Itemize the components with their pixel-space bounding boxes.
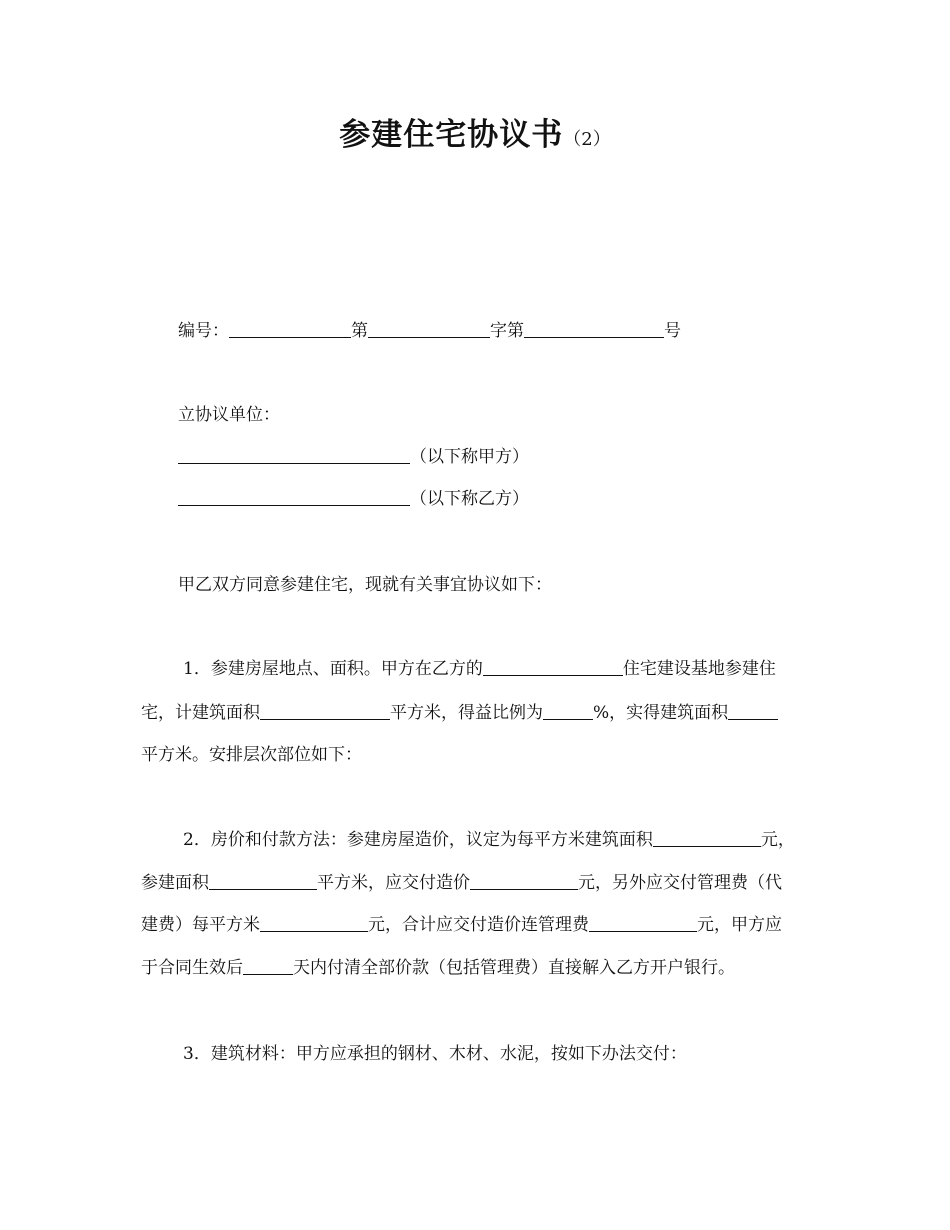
number-blank-2 [368, 321, 490, 338]
clause-1-text-d: 平方米，得益比例为 [390, 703, 543, 723]
parties-heading: 立协议单位： [178, 405, 280, 425]
clause-1-blank-area [260, 703, 390, 720]
number-blank-1 [229, 321, 351, 338]
clause-1-line-2 [141, 701, 778, 725]
clause-1-blank-location [483, 659, 623, 676]
clause-1-text-a: 1．参建房屋地点、面积。甲方在乙方的 [183, 659, 483, 679]
document-title [0, 112, 950, 163]
clause-2-text-a: 2．房价和付款方法：参建房屋造价，议定为每平方米建筑面积 [183, 830, 653, 850]
clause-2-text-b: 元， [760, 830, 795, 850]
clause-2-text-f: 建费）每平方米 [141, 915, 260, 935]
clause-1-blank-actual-area [728, 703, 778, 720]
clause-2-text-g: 元，合计应交付造价连管理费 [368, 915, 589, 935]
clause-2-line-2 [141, 871, 782, 895]
number-part-1: 第 [351, 321, 368, 341]
number-part-2: 字第 [490, 321, 524, 341]
clause-2-blank-days [243, 958, 293, 975]
party-b-blank [178, 489, 410, 506]
clause-1-line-1 [183, 657, 776, 681]
clause-1-text-c: 宅，计建筑面积 [141, 703, 260, 723]
clause-1-text-b: 住宅建设基地参建住 [622, 659, 776, 679]
party-b-suffix: （以下称乙方） [410, 489, 529, 509]
clause-1-text-e: %，实得建筑面积 [593, 703, 729, 723]
clause-2-text-j: 天内付清全部价款（包括管理费）直接解入乙方开户银行。 [293, 958, 735, 978]
clause-2-blank-fee [260, 915, 368, 932]
clause-2-text-d: 平方米，应交付造价 [317, 873, 470, 893]
clause-2-line-1 [183, 828, 795, 852]
party-a-suffix: （以下称甲方） [410, 447, 529, 467]
clause-1-blank-ratio [543, 703, 593, 720]
number-part-3: 号 [664, 321, 681, 341]
title-main: 参建住宅协议书 [339, 117, 564, 153]
party-a-blank [178, 447, 410, 464]
party-a-line [178, 445, 529, 469]
clause-2-line-3 [141, 913, 782, 937]
clause-2-text-c: 参建面积 [141, 873, 209, 893]
clause-2-blank-area [209, 873, 317, 890]
clause-2-blank-unit-price [653, 830, 761, 847]
clause-3-line-1: 3．建筑材料：甲方应承担的钢材、木材、水泥，按如下办法交付： [183, 1044, 687, 1064]
clause-2-blank-total [589, 915, 697, 932]
number-line [178, 319, 681, 343]
clause-2-line-4 [141, 956, 735, 980]
party-b-line [178, 487, 529, 511]
number-blank-3 [524, 321, 664, 338]
clause-2-text-i: 于合同生效后 [141, 958, 243, 978]
clause-2-text-h: 元，甲方应 [697, 915, 782, 935]
number-label: 编号： [178, 321, 229, 341]
clause-2-blank-cost [470, 873, 578, 890]
intro-paragraph: 甲乙双方同意参建住宅，现就有关事宜协议如下： [178, 575, 552, 595]
clause-2-text-e: 元，另外应交付管理费（代 [578, 873, 782, 893]
title-suffix: （2） [563, 129, 611, 150]
clause-1-line-3: 平方米。安排层次部位如下： [141, 745, 362, 765]
